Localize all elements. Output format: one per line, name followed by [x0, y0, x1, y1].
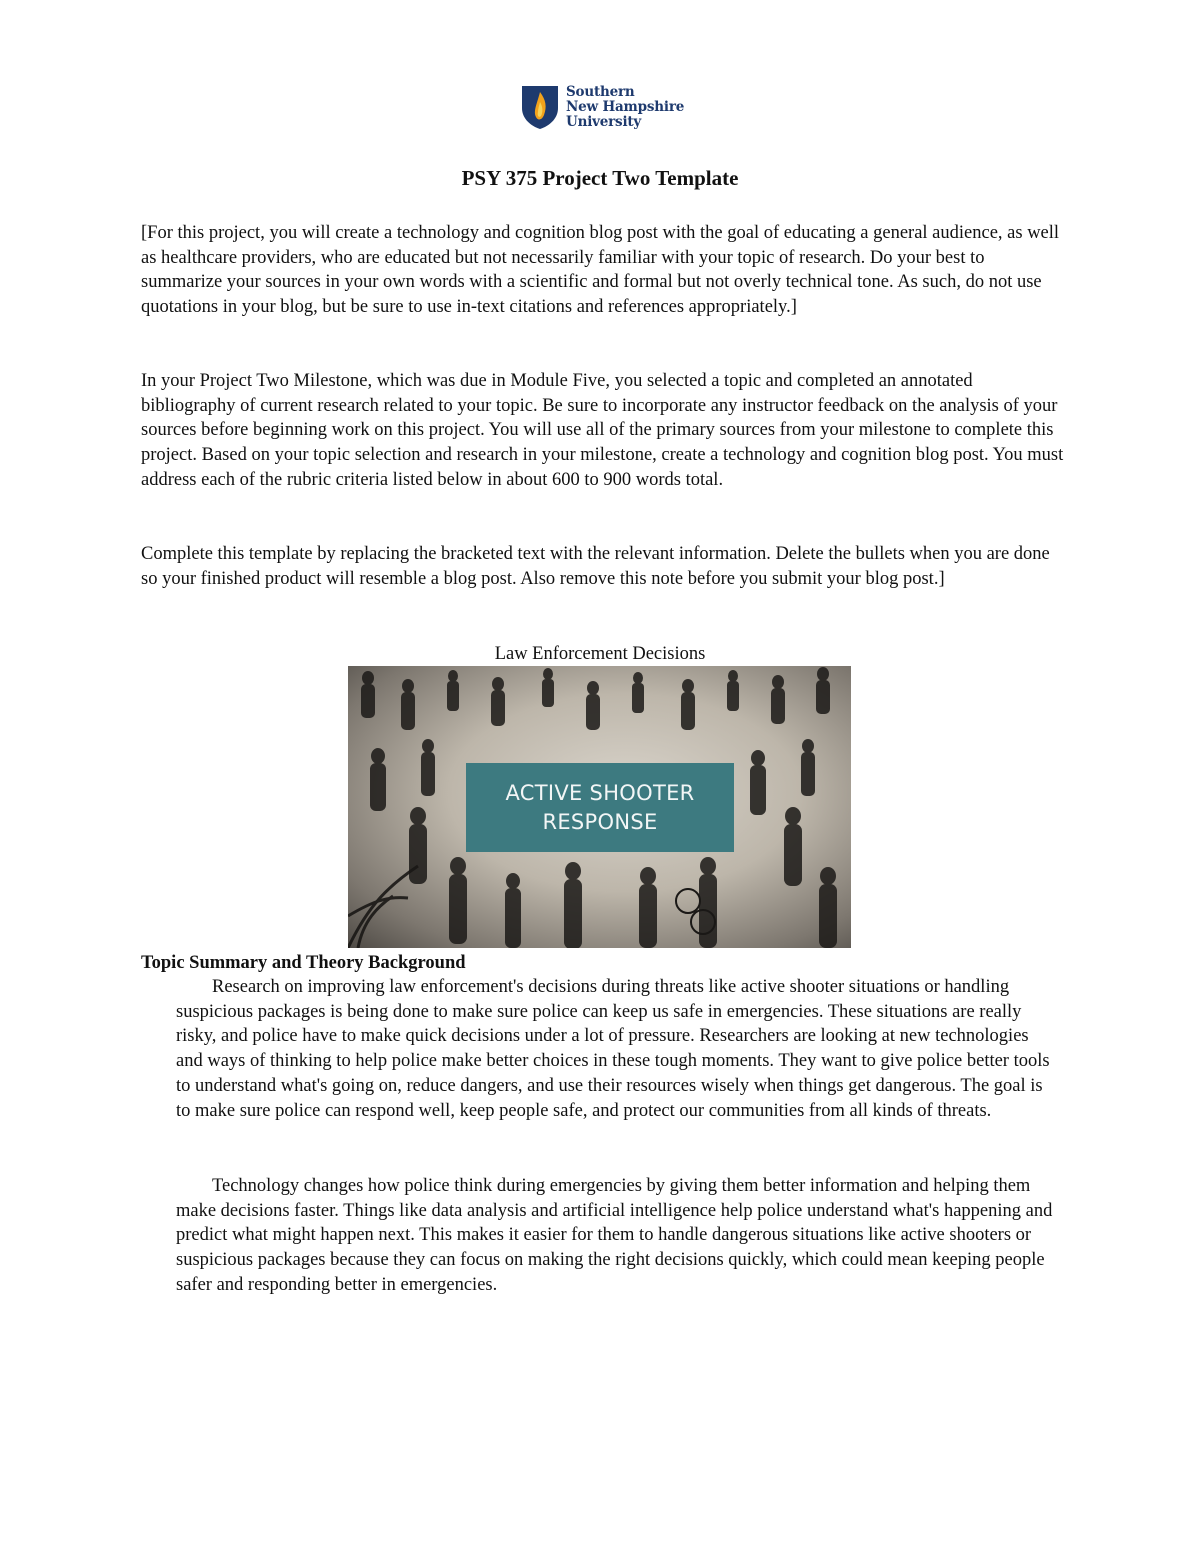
- banner-line-2: RESPONSE: [542, 809, 658, 834]
- banner-line-1: ACTIVE SHOOTER: [505, 780, 695, 805]
- logo-line-1: Southern: [566, 83, 635, 100]
- intro-paragraph-1: [For this project, you will create a technology and cognition blog post with the goal of educating a general audience, as well as healthcare providers, who are educated but not necessarily familiar with your topic of research. Do your best to summarize your sources in your own words with a scientific and formal but not overly technical tone. As such, do not use quotations in your blog, but be sure to use in-text citations and references appropriately.]: [141, 223, 1060, 318]
- image-caption: Law Enforcement Decisions: [494, 644, 706, 664]
- document-title: PSY 375 Project Two Template: [461, 166, 739, 190]
- logo-line-3: University: [566, 113, 642, 130]
- intro-paragraph-2: In your Project Two Milestone, which was due in Module Five, you selected a topic and completed an annotated bibliography of current research related to your topic. Be sure to incorporate any instructor feedback on the analysis of your sources before beginning work on this project. You will use all of the primary sources from your milestone to complete this project. Based on your topic selection and research in your milestone, create a technology and cognition blog post. You must address each of the rubric criteria listed below in about 600 to 900 words total.: [141, 371, 1064, 490]
- university-wordmark: [566, 85, 684, 130]
- crowd-photo: [348, 666, 851, 948]
- body-paragraph-1: Research on improving law enforcement's decisions during threats like active shooter situations or handling suspicious packages is being done to make sure police can keep us safe in emergencies. These situations are really risky, and police have to make quick decisions under a lot of pressure. Researchers are looking at new technologies and ways of thinking to help police make better choices in these tough moments. They want to give police better tools to understand what's going on, reduce dangers, and use their resources wisely when things get dangerous. The goal is to make sure police can respond well, keep people safe, and protect our communities from all kinds of threats.: [176, 977, 1050, 1121]
- body-paragraph-2: Technology changes how police think during emergencies by giving them better information and helping them make decisions faster. Things like data analysis and artificial intelligence help police understand what's happening and predict what might happen next. This makes it easier for them to handle dangerous situations like active shooters or suspicious packages because they can focus on making the right decisions quickly, which could mean keeping people safer and responding better in emergencies.: [176, 1176, 1053, 1295]
- logo-line-2: New Hampshire: [566, 98, 685, 115]
- section-heading: Topic Summary and Theory Background: [141, 953, 466, 973]
- intro-paragraph-3: Complete this template by replacing the bracketed text with the relevant information. Delete the bullets when you are done so your finished product will resemble a blog post. Also remove this note before you submit your blog post.]: [141, 544, 1050, 589]
- university-logo: [520, 84, 684, 130]
- shield-flame-icon: [520, 84, 560, 130]
- active-shooter-banner: [466, 763, 734, 852]
